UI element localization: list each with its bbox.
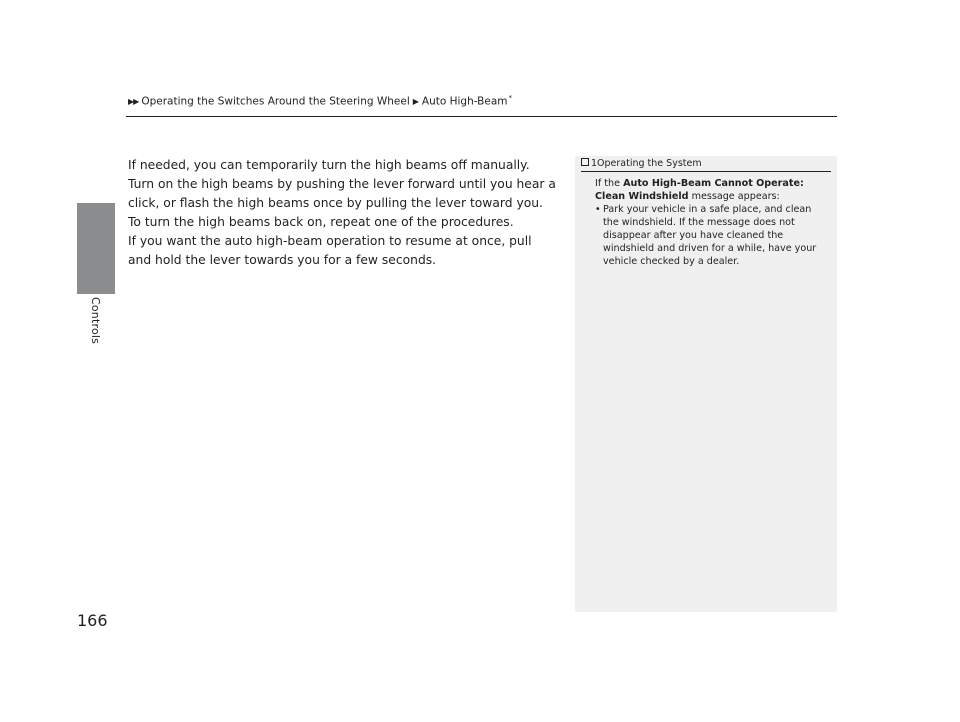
main-paragraph: If needed, you can temporarily turn the high beams off manually. Turn on the high beams by pushing the lever forward until you hear a click, or flash the high beams once by pulling the lever toward you. To turn the high beams back on, repeat one of the procedures.: [128, 158, 556, 229]
breadcrumb-arrows-icon: ▶▶: [128, 96, 139, 106]
header-divider: [126, 116, 837, 117]
breadcrumb-asterisk: *: [508, 94, 512, 102]
breadcrumb: [128, 94, 512, 108]
note-intro-prefix: If the: [595, 178, 624, 189]
note-title-number: 1: [591, 158, 598, 169]
note-body: [595, 177, 827, 268]
bullet-icon: •: [595, 204, 601, 215]
breadcrumb-separator-icon: ▶: [412, 96, 419, 106]
section-tab: [77, 203, 115, 294]
page-number: 166: [77, 611, 108, 630]
breadcrumb-section[interactable]: Operating the Switches Around the Steering Wheel: [141, 95, 410, 108]
note-bullet: [595, 203, 827, 268]
note-intro-suffix: message appears:: [688, 191, 780, 202]
note-message: Auto High-Beam Cannot Operate: Clean Windshield: [595, 178, 804, 202]
section-label: Controls: [89, 297, 102, 345]
note-intro: [595, 177, 827, 203]
note-title-text: Operating the System: [597, 158, 702, 169]
reference-box-icon: [581, 158, 589, 166]
note-bullet-text: Park your vehicle in a safe place, and clean the windshield. If the message does not disappear after you have cleaned the windshield and driven for a while, have your vehicle checked by a dealer.: [603, 204, 817, 267]
note-title[interactable]: [581, 158, 831, 172]
main-content: [128, 156, 558, 270]
main-paragraph: If you want the auto high-beam operation to resume at once, pull and hold the lever towards you for a few seconds.: [128, 234, 532, 267]
note-panel: [575, 156, 837, 612]
breadcrumb-page[interactable]: Auto High-Beam: [421, 95, 508, 108]
